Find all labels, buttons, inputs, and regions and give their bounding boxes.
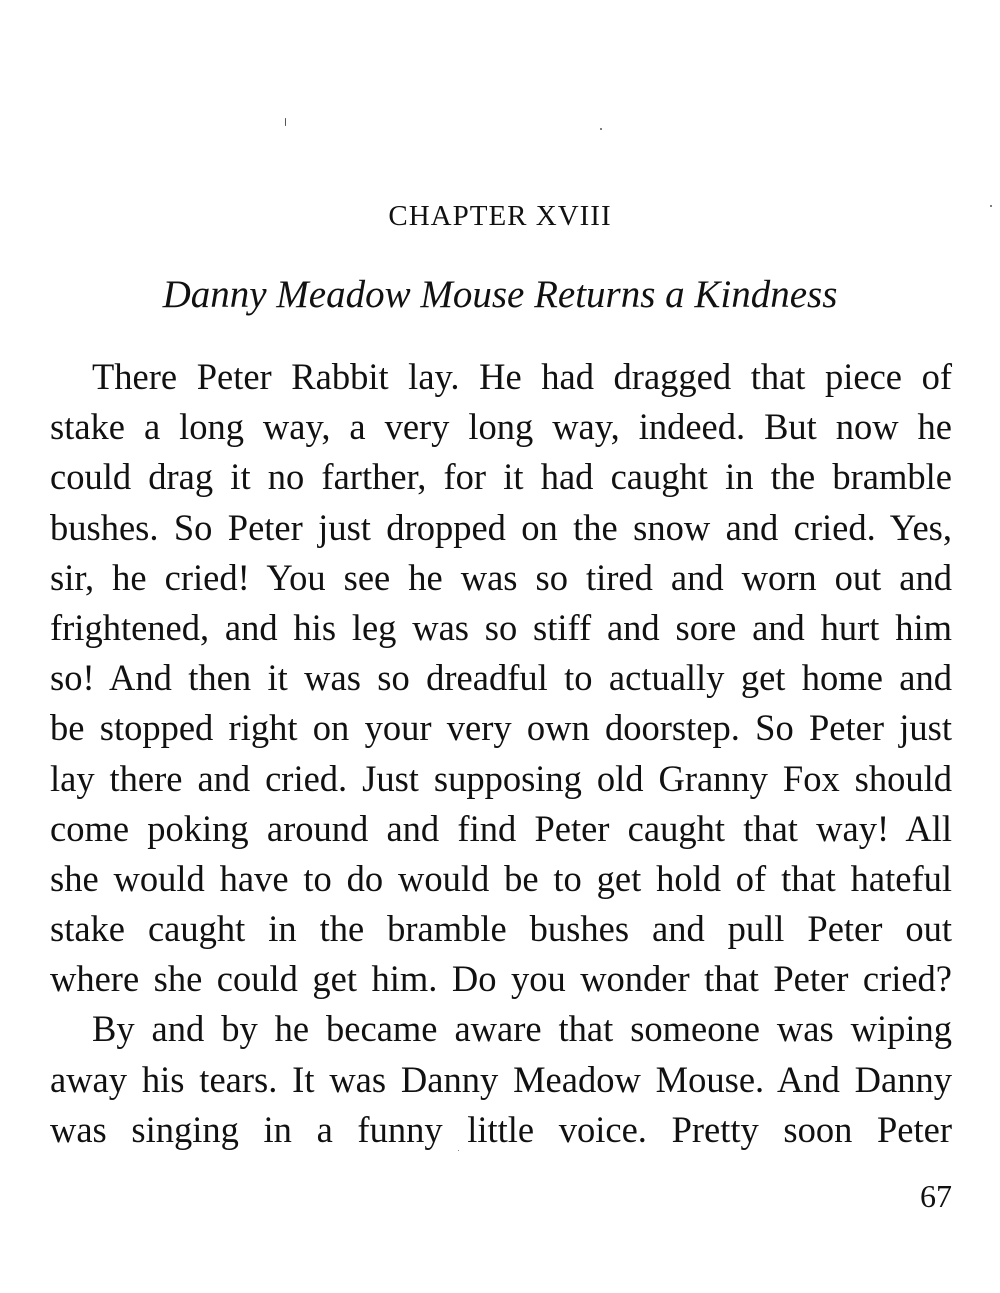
- text-line: she would have to do would be to get hold of that hateful: [50, 857, 952, 899]
- text-line: so! And then it was so dreadful to actually get home and: [50, 657, 952, 699]
- chapter-heading: CHAPTER XVIII: [388, 200, 612, 232]
- text-line: could drag it no farther, for it had caught in the bramble: [50, 456, 952, 498]
- text-line: sir, he cried! You see he was so tired and worn out and: [50, 556, 952, 598]
- text-line: was singing in a funny little voice. Pretty soon Peter: [50, 1108, 952, 1150]
- scan-speck: [990, 205, 992, 207]
- text-line: stake caught in the bramble bushes and pull Peter out: [50, 908, 952, 950]
- text-line: where she could get him. Do you wonder that Peter cried?: [50, 958, 952, 1000]
- page-number: 67: [920, 1178, 952, 1214]
- chapter-title: Danny Meadow Mouse Returns a Kindness: [162, 273, 838, 316]
- body-text: [50, 352, 952, 1155]
- text-line: lay there and cried. Just supposing old Granny Fox should: [50, 757, 952, 799]
- text-line: stake a long way, a very long way, indeed. But now he: [50, 406, 952, 448]
- scan-speck: [458, 1150, 459, 1151]
- text-line: be stopped right on your very own doorstep. So Peter just: [50, 707, 952, 749]
- paragraph-2: [50, 1004, 952, 1155]
- text-line: away his tears. It was Danny Meadow Mouse. And Danny: [50, 1058, 952, 1100]
- text-line: come poking around and find Peter caught that way! All: [50, 807, 952, 849]
- paragraph-1: [50, 352, 952, 1004]
- scan-speck: [600, 128, 602, 130]
- text-line: bushes. So Peter just dropped on the snow and cried. Yes,: [50, 506, 952, 548]
- text-line: There Peter Rabbit lay. He had dragged that piece of: [92, 356, 952, 397]
- text-line: frightened, and his leg was so stiff and sore and hurt him: [50, 606, 952, 648]
- text-line: By and by he became aware that someone was wiping: [92, 1008, 952, 1050]
- scan-speck: [285, 118, 286, 126]
